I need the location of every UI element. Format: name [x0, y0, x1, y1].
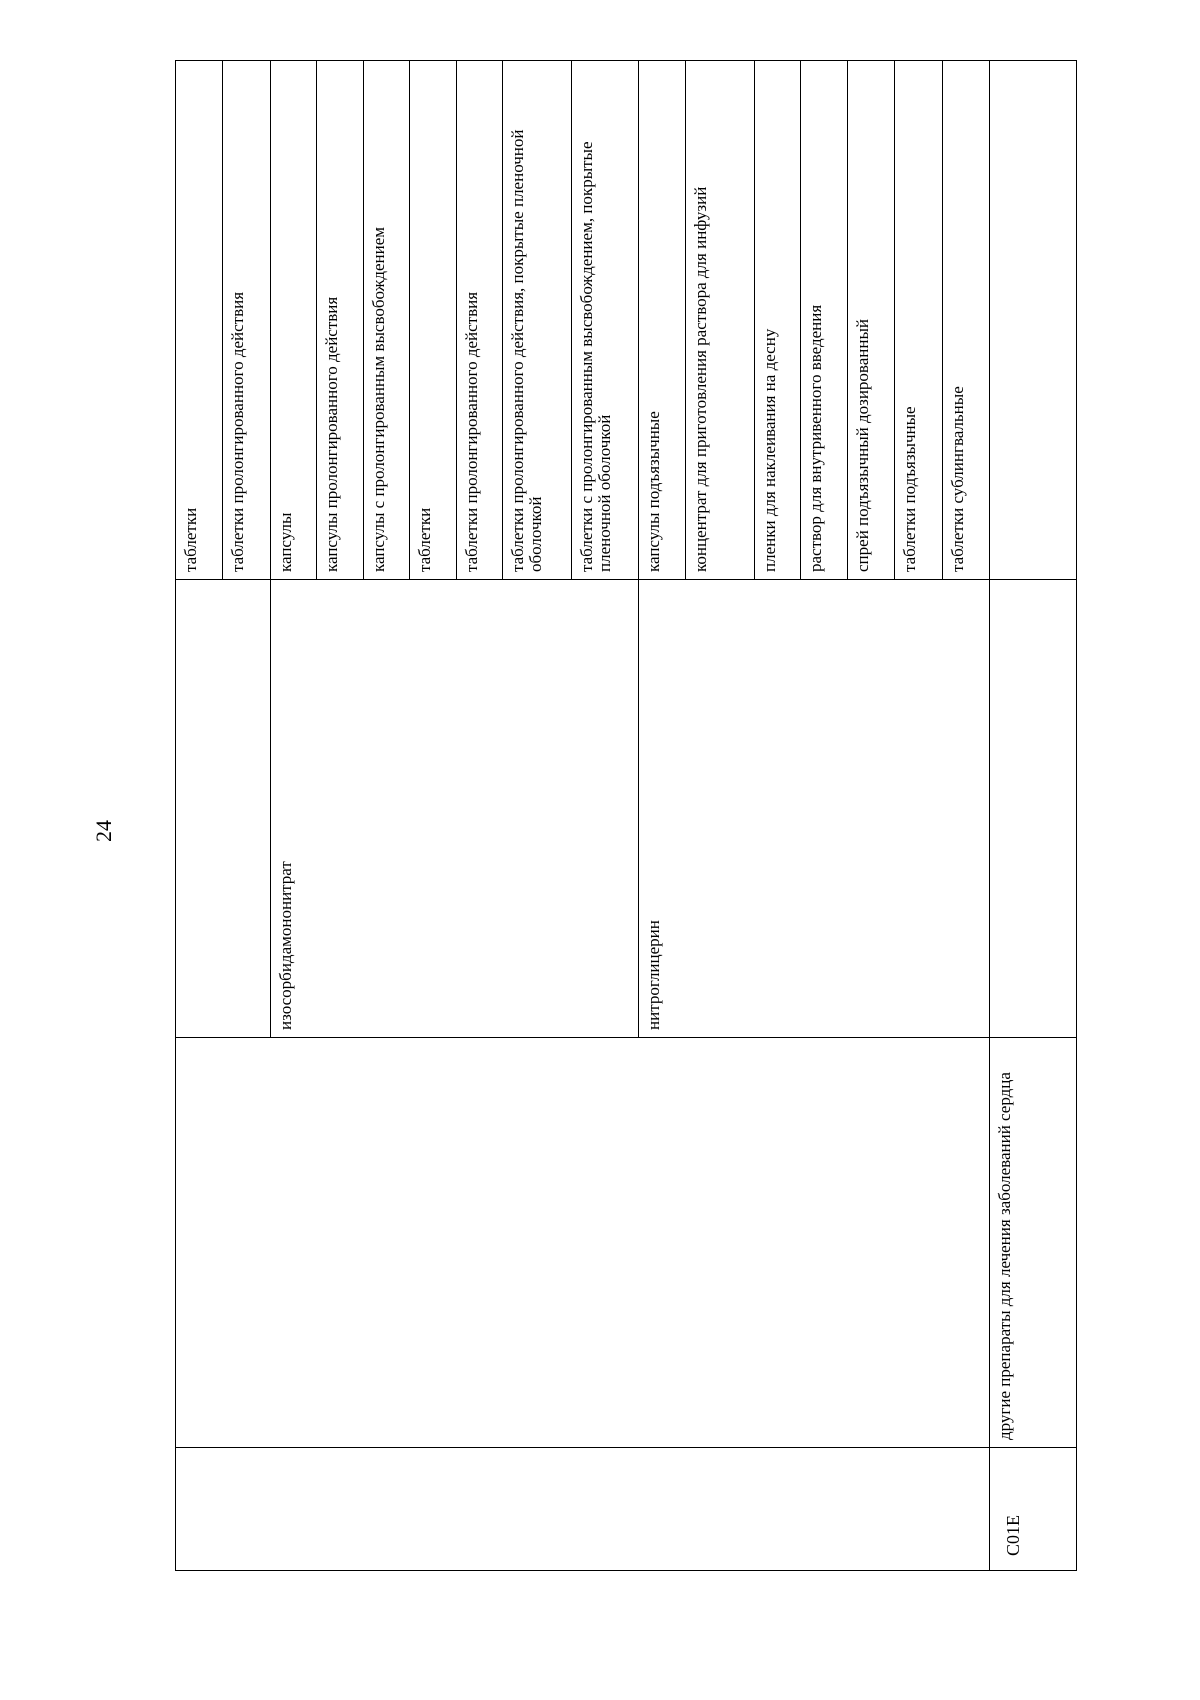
drug-table — [175, 60, 1077, 1571]
form-cell: таблетки подъязычные — [895, 61, 942, 580]
group-cell: другие препараты для лечения заболеваний сердца — [990, 1038, 1077, 1448]
name-cell: изосорбидамононитрат — [270, 580, 638, 1038]
code-cell — [176, 1448, 990, 1571]
form-cell: капсулы с пролонгированным высвобождением — [363, 61, 409, 580]
form-cell: капсулы — [270, 61, 316, 580]
form-cell: пленки для наклеивания на десну — [754, 61, 800, 580]
form-cell — [990, 61, 1077, 580]
group-cell — [176, 1038, 990, 1448]
name-cell: нитроглицерин — [639, 580, 990, 1038]
form-cell: концентрат для приготовления раствора для инфузий — [685, 61, 754, 580]
rotated-table-inner — [175, 61, 1077, 1571]
form-cell: спрей подъязычный дозированный — [847, 61, 894, 580]
form-cell: раствор для внутривенного введения — [801, 61, 847, 580]
form-cell: таблетки пролонгированного действия — [223, 61, 270, 580]
form-cell: таблетки с пролонгированным высвобождением, покрытые пленочной оболочкой — [572, 61, 639, 580]
form-cell: таблетки пролонгированного действия — [456, 61, 502, 580]
name-cell — [176, 580, 271, 1038]
name-cell — [990, 580, 1077, 1038]
form-cell: таблетки сублингвальные — [942, 61, 989, 580]
table-row — [176, 61, 223, 1571]
form-cell: таблетки пролонгированного действия, покрытые пленочной оболочкой — [503, 61, 572, 580]
form-cell: таблетки — [176, 61, 223, 580]
form-cell: таблетки — [410, 61, 456, 580]
form-cell: капсулы подъязычные — [639, 61, 685, 580]
table-row — [990, 61, 1077, 1571]
form-cell: капсулы пролонгированного действия — [317, 61, 363, 580]
page-number: 24 — [91, 820, 116, 842]
code-cell: C01E — [990, 1448, 1077, 1571]
rotated-table-wrapper — [175, 61, 1077, 1571]
